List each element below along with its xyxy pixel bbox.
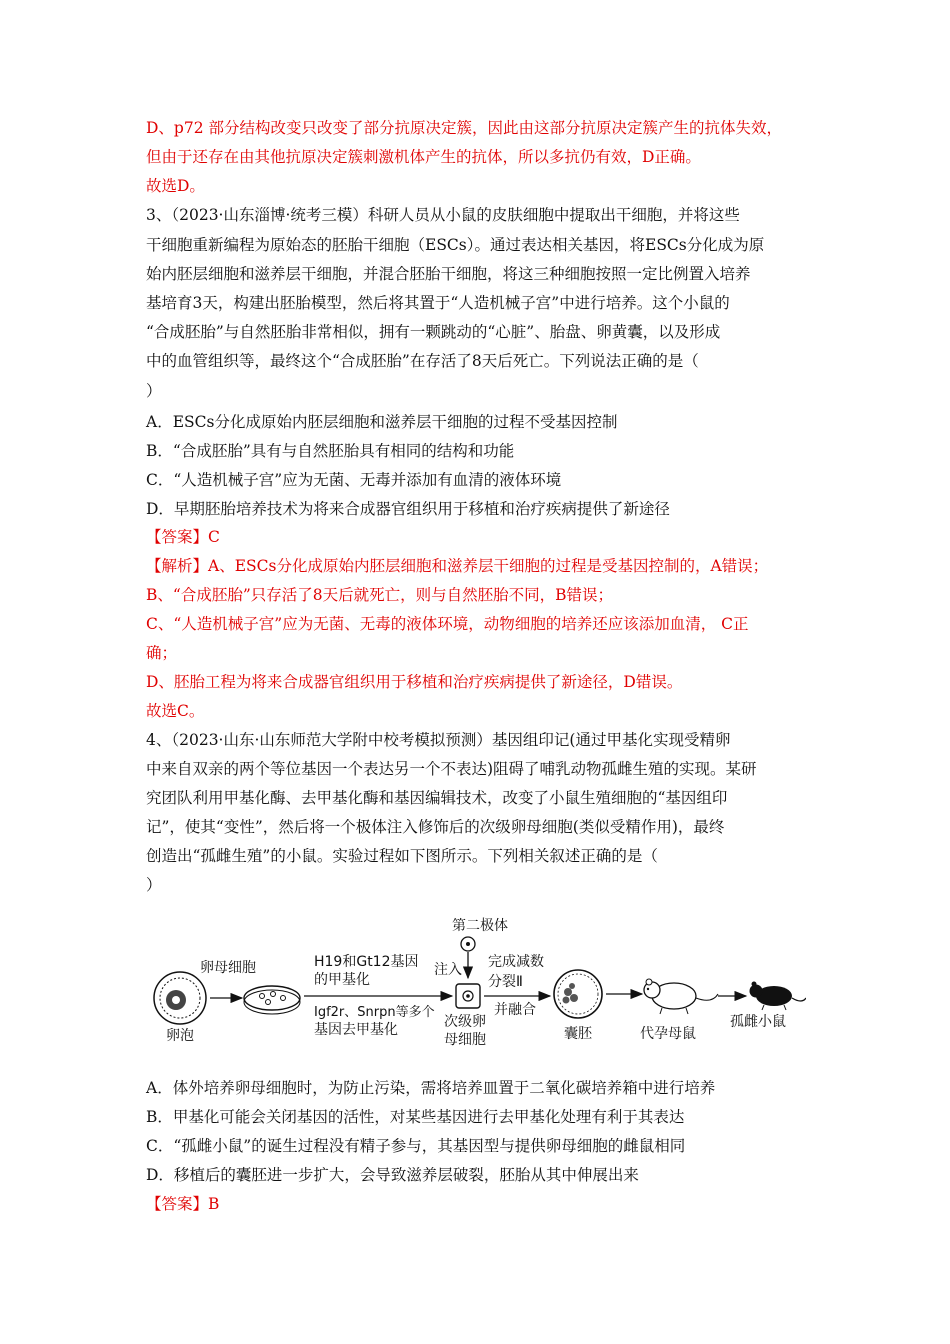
- q3-option-b: B．“合成胚胎”具有与自然胚胎具有相同的结构和功能: [146, 442, 515, 460]
- q4-stem-line: 创造出“孤雌生殖”的小鼠。实验过程如下图所示。下列相关叙述正确的是（: [146, 847, 658, 865]
- label-follicle: 卵泡: [166, 1028, 194, 1044]
- q3-option-c: C．“人造机械子宫”应为无菌、无毒并添加有血清的液体环境: [146, 471, 562, 489]
- q4-option-a: A．体外培养卵母细胞时，为防止污染，需将培养皿置于二氧化碳培养箱中进行培养: [146, 1079, 716, 1097]
- q4-option-d: D．移植后的囊胚进一步扩大，会导致滋养层破裂，胚胎从其中伸展出来: [146, 1166, 639, 1184]
- q4-option-c: C．“孤雌小鼠”的诞生过程没有精子参与，其基因型与提供卵母细胞的雌鼠相同: [146, 1137, 686, 1155]
- culture-dish-icon: [244, 986, 300, 1014]
- q4-stem-line: 中来自双亲的两个等位基因一个表达另一个不表达)阻碍了哺乳动物孤雌生殖的实现。某研: [146, 760, 757, 778]
- q4-stem-line: 究团队利用甲基化酶、去甲基化酶和基因编辑技术，改变了小鼠生殖细胞的“基因组印: [146, 789, 728, 807]
- q3-conclusion: 故选C。: [146, 702, 205, 720]
- q3-stem-line: 始内胚层细胞和滋养层干细胞，并混合胚胎干细胞，将这三种细胞按照一定比例置入培养: [146, 265, 751, 283]
- q4-answer: 【答案】B: [146, 1195, 220, 1213]
- label-secondary-oocyte: 次级卵: [444, 1014, 486, 1030]
- q3-analysis-line: C、“人造机械子宫”应为无菌、无毒的液体环境，动物细胞的培养还应该添加血清， C正: [146, 615, 749, 633]
- secondary-oocyte-icon: [456, 984, 480, 1008]
- q3-analysis-line: 确；: [146, 644, 178, 662]
- label-complete-meiosis: 分裂Ⅱ: [488, 974, 523, 990]
- q4-option-b: B．甲基化可能会关闭基因的活性，对某些基因进行去甲基化处理有利于其表达: [146, 1108, 685, 1126]
- polar-body-icon: [461, 937, 475, 951]
- parthenogenetic-mouse-icon: [750, 982, 807, 1011]
- q3-option-d: D．早期胚胎培养技术为将来合成器官组织用于移植和治疗疾病提供了新途径: [146, 500, 670, 518]
- label-oocyte: 卵母细胞: [200, 960, 256, 976]
- q3-stem-line: 中的血管组织等，最终这个“合成胚胎”在存活了8天后死亡。下列说法正确的是（: [146, 352, 699, 370]
- blastocyst-icon: [554, 970, 602, 1018]
- q4-stem-line: 记”，使其“变性”，然后将一个极体注入修饰后的次级卵母细胞(类似受精作用)，最终: [146, 818, 725, 836]
- q3-analysis-line: B、“合成胚胎”只存活了8天后就死亡，则与自然胚胎不同，B错误；: [146, 586, 613, 604]
- experiment-process-diagram: [146, 908, 806, 1058]
- label-parthenogenetic-mouse: 孤雌小鼠: [730, 1014, 786, 1030]
- q3-analysis-line: 【解析】A、ESCs分化成原始内胚层细胞和滋养层干细胞的过程是受基因控制的，A错误；: [146, 557, 769, 575]
- surrogate-mouse-icon: [644, 979, 718, 1014]
- label-complete-meiosis: 并融合: [494, 1002, 536, 1018]
- q3-stem-line: 3、（2023·山东淄博·统考三模）科研人员从小鼠的皮肤细胞中提取出干细胞，并将这些: [146, 206, 740, 224]
- q3-answer: 【答案】C: [146, 528, 220, 546]
- prev-analysis-line: D、p72 部分结构改变只改变了部分抗原决定簇，因此由这部分抗原决定簇产生的抗体失效，: [146, 119, 783, 137]
- q3-stem-line: “合成胚胎”与自然胚胎非常相似，拥有一颗跳动的“心脏”、胎盘、卵黄囊，以及形成: [146, 323, 721, 341]
- q4-stem-line: ）: [146, 876, 162, 894]
- q3-option-a: A．ESCs分化成原始内胚层细胞和滋养层干细胞的过程不受基因控制: [146, 413, 618, 431]
- follicle-icon: [154, 972, 206, 1024]
- label-methylation: H19和Gt12基因: [314, 954, 419, 970]
- q3-stem-line: 基培育3天，构建出胚胎模型，然后将其置于“人造机械子宫”中进行培养。这个小鼠的: [146, 294, 730, 312]
- q4-stem-line: 4、（2023·山东·山东师范大学附中校考模拟预测）基因组印记(通过甲基化实现受精卵: [146, 731, 731, 749]
- label-second-polar-body: 第二极体: [452, 918, 508, 934]
- q3-stem-line: ）: [146, 382, 162, 400]
- label-methylation: 的甲基化: [314, 972, 370, 988]
- label-demethylation: Igf2r、Snrpn等多个: [314, 1005, 435, 1020]
- prev-conclusion: 故选D。: [146, 177, 205, 195]
- label-surrogate-mother: 代孕母鼠: [640, 1026, 696, 1042]
- prev-analysis-line: 但由于还存在由其他抗原决定簇刺激机体产生的抗体，所以多抗仍有效，D正确。: [146, 148, 701, 166]
- label-secondary-oocyte: 母细胞: [444, 1032, 486, 1048]
- q3-analysis-line: D、胚胎工程为将来合成器官组织用于移植和治疗疾病提供了新途径，D错误。: [146, 673, 683, 691]
- label-demethylation: 基因去甲基化: [314, 1022, 398, 1038]
- label-inject: 注入: [434, 962, 462, 978]
- q3-stem-line: 干细胞重新编程为原始态的胚胎干细胞（ESCs）。通过表达相关基因，将ESCs分化成为原: [146, 236, 765, 254]
- label-complete-meiosis: 完成减数: [488, 954, 544, 970]
- label-blastocyst: 囊胚: [564, 1026, 592, 1042]
